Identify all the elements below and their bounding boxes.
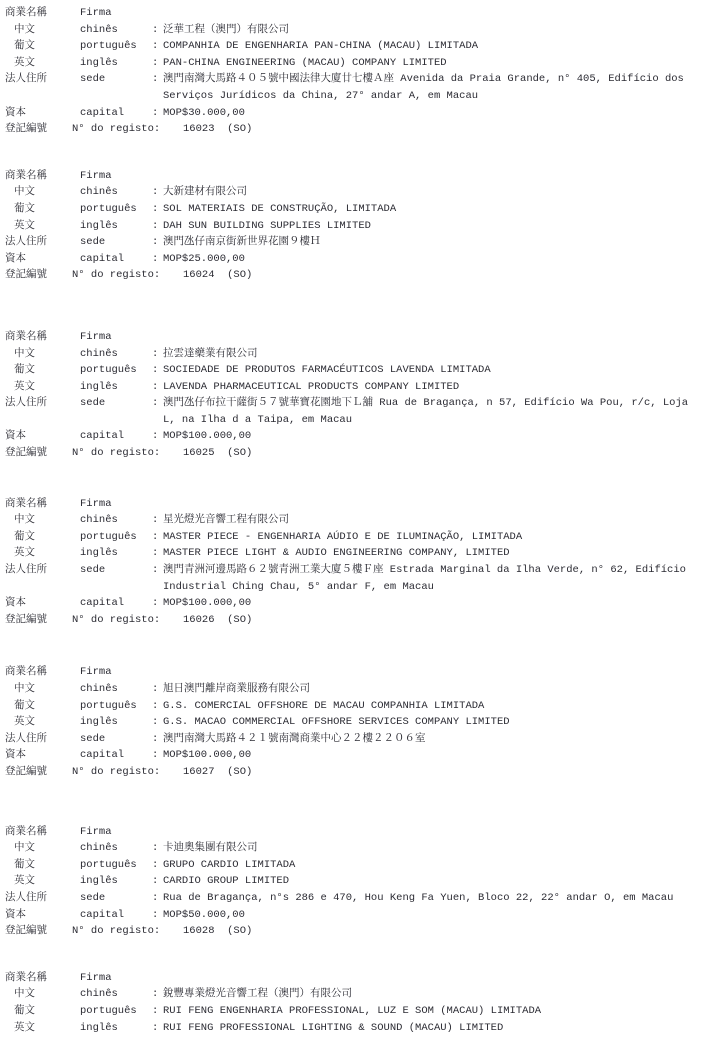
english-label-pt: inglês <box>80 380 118 393</box>
registration-number-row <box>5 445 713 462</box>
capital-row <box>5 251 713 268</box>
portuguese-name-value: RUI FENG ENGENHARIA PROFESSIONAL, LUZ E SOM (MACAU) LIMITADA <box>163 1004 542 1017</box>
firma-label-zh: 商業名稱 <box>5 971 47 984</box>
capital-label-pt: capital <box>80 908 125 921</box>
firma-label-pt: Firma <box>80 666 112 679</box>
firma-label-zh: 商業名稱 <box>5 169 47 182</box>
colon-separator: : <box>152 23 159 36</box>
portuguese-name-row <box>5 1003 713 1020</box>
english-name-value: LAVENDA PHARMACEUTICAL PRODUCTS COMPANY LIMITED <box>163 380 460 393</box>
colon-separator: : <box>152 56 159 69</box>
chinese-name-row <box>5 512 713 529</box>
chinese-label-pt: chinês <box>80 842 118 855</box>
capital-label-zh: 資本 <box>5 908 26 921</box>
colon-separator: : <box>152 347 159 360</box>
portuguese-label-pt: português <box>80 364 137 377</box>
colon-separator: : <box>152 858 159 871</box>
colon-separator: : <box>152 842 159 855</box>
registration-number-row <box>5 121 713 138</box>
portuguese-label-zh: 葡文 <box>14 858 35 871</box>
address-value: 澳門青洲河邊馬路６２號青洲工業大廈５樓Ｆ座 Estrada Marginal da Ilha Verde, n° 62, Edifício Industrial Ching Chau, 5° andar F, em Macau <box>163 564 693 593</box>
firma-label-zh: 商業名稱 <box>5 825 47 838</box>
capital-row <box>5 595 713 612</box>
chinese-name-row <box>5 22 713 39</box>
chinese-name-value: 銳豐專業燈光音響工程（澳門）有限公司 <box>163 988 352 1001</box>
chinese-name-row <box>5 346 713 363</box>
portuguese-name-value: GRUPO CARDIO LIMITADA <box>163 858 296 871</box>
english-name-value: RUI FENG PROFESSIONAL LIGHTING & SOUND (MACAU) LIMITED <box>163 1021 504 1034</box>
english-name-row <box>5 714 713 731</box>
registration-number-value: 16026 (SO) <box>183 613 253 626</box>
portuguese-name-row <box>5 362 713 379</box>
company-entry <box>5 664 713 780</box>
firma-header-row <box>5 168 713 185</box>
chinese-label-zh: 中文 <box>14 683 35 695</box>
registration-number-value: 16024 (SO) <box>183 269 253 282</box>
chinese-label-zh: 中文 <box>14 514 35 527</box>
colon-separator: : <box>152 732 159 745</box>
firma-header-row <box>5 970 713 987</box>
portuguese-label-pt: português <box>80 40 137 53</box>
company-entry <box>5 329 713 462</box>
firma-label-zh: 商業名稱 <box>5 497 47 510</box>
chinese-label-pt: chinês <box>80 186 118 199</box>
capital-label-pt: capital <box>80 106 125 119</box>
firma-label-zh: 商業名稱 <box>5 330 47 343</box>
chinese-name-row <box>5 986 713 1003</box>
company-entry <box>5 5 713 138</box>
portuguese-label-zh: 葡文 <box>14 364 35 377</box>
registered-address-row <box>5 731 713 748</box>
colon-separator: : <box>152 530 159 543</box>
english-name-value: G.S. MACAO COMMERCIAL OFFSHORE SERVICES COMPANY LIMITED <box>163 716 510 729</box>
registo-label-pt: N° do registo: <box>72 447 161 460</box>
english-label-zh: 英文 <box>14 547 35 560</box>
firma-header-row <box>5 329 713 346</box>
company-entry <box>5 496 713 629</box>
english-name-row <box>5 545 713 562</box>
chinese-name-value: 大新建材有限公司 <box>163 186 247 199</box>
colon-separator: : <box>152 430 159 443</box>
firma-header-row <box>5 496 713 513</box>
english-name-row <box>5 873 713 890</box>
registration-number-row <box>5 612 713 629</box>
address-value: 澳門南灣大馬路４０５號中國法律大廈廿七樓Ａ座 Avenida da Praia Grande, n° 405, Edifício dos Serviços Jurídicos da China, 27° andar A, em Macau <box>163 73 691 102</box>
registration-number-row <box>5 764 713 781</box>
registration-number-row <box>5 267 713 284</box>
english-label-pt: inglês <box>80 716 118 729</box>
portuguese-label-pt: português <box>80 1004 137 1017</box>
english-label-pt: inglês <box>80 875 118 888</box>
colon-separator: : <box>152 749 159 762</box>
english-label-pt: inglês <box>80 547 118 560</box>
chinese-name-value: 旭日澳門離岸商業服務有限公司 <box>163 683 310 695</box>
colon-separator: : <box>152 380 159 393</box>
chinese-name-value: 卡迪奧集團有限公司 <box>163 842 258 855</box>
chinese-name-row <box>5 840 713 857</box>
portuguese-name-row <box>5 857 713 874</box>
portuguese-name-row <box>5 38 713 55</box>
portuguese-name-value: COMPANHIA DE ENGENHARIA PAN-CHINA (MACAU) LIMITADA <box>163 40 479 53</box>
colon-separator: : <box>152 875 159 888</box>
chinese-label-pt: chinês <box>80 23 118 36</box>
registration-number-value: 16027 (SO) <box>183 765 253 778</box>
english-label-pt: inglês <box>80 219 118 232</box>
chinese-label-zh: 中文 <box>14 186 35 199</box>
sede-label-zh: 法人住所 <box>5 73 47 86</box>
colon-separator: : <box>152 988 159 1001</box>
colon-separator: : <box>152 106 159 119</box>
colon-separator: : <box>152 699 159 712</box>
capital-row <box>5 105 713 122</box>
english-name-value: PAN-CHINA ENGINEERING (MACAU) COMPANY LIMITED <box>163 56 447 69</box>
firma-label-pt: Firma <box>80 497 112 510</box>
english-label-pt: inglês <box>80 56 118 69</box>
english-label-pt: inglês <box>80 1021 118 1034</box>
portuguese-name-value: G.S. COMERCIAL OFFSHORE DE MACAU COMPANHIA LIMITADA <box>163 699 485 712</box>
colon-separator: : <box>152 73 159 86</box>
address-value: Rua de Bragança, n°s 286 e 470, Hou Keng Fa Yuen, Bloco 22, 22° andar O, em Macau <box>163 891 674 904</box>
sede-label-zh: 法人住所 <box>5 397 47 410</box>
colon-separator: : <box>152 564 159 577</box>
registered-address-row <box>5 71 713 104</box>
colon-separator: : <box>152 1004 159 1017</box>
portuguese-label-zh: 葡文 <box>14 202 35 215</box>
chinese-name-value: 拉雲達藥業有限公司 <box>163 347 258 360</box>
sede-label-zh: 法人住所 <box>5 564 47 577</box>
registo-label-zh: 登記編號 <box>5 447 47 460</box>
portuguese-label-zh: 葡文 <box>14 699 35 712</box>
portuguese-name-row <box>5 529 713 546</box>
portuguese-name-value: MASTER PIECE - ENGENHARIA AÚDIO E DE ILUMINAÇÃO, LIMITADA <box>163 530 523 543</box>
colon-separator: : <box>152 683 159 695</box>
colon-separator: : <box>152 219 159 232</box>
capital-label-zh: 資本 <box>5 106 26 119</box>
company-entry <box>5 970 713 1036</box>
english-label-zh: 英文 <box>14 380 35 393</box>
firma-label-pt: Firma <box>80 825 112 838</box>
colon-separator: : <box>152 186 159 199</box>
portuguese-label-pt: português <box>80 858 137 871</box>
english-label-zh: 英文 <box>14 716 35 729</box>
sede-label-pt: sede <box>80 732 106 745</box>
colon-separator: : <box>152 891 159 904</box>
registered-address-row <box>5 395 713 428</box>
colon-separator: : <box>152 597 159 610</box>
capital-label-pt: capital <box>80 252 125 265</box>
chinese-label-pt: chinês <box>80 988 118 1001</box>
registo-label-pt: N° do registo: <box>72 613 161 626</box>
colon-separator: : <box>152 40 159 53</box>
portuguese-name-value: SOL MATERIAIS DE CONSTRUÇÃO, LIMITADA <box>163 202 397 215</box>
registo-label-pt: N° do registo: <box>72 765 161 778</box>
capital-value: MOP$30.000,00 <box>163 106 245 119</box>
sede-label-zh: 法人住所 <box>5 236 47 249</box>
registered-address-row <box>5 234 713 251</box>
capital-value: MOP$100.000,00 <box>163 430 252 443</box>
portuguese-name-value: SOCIEDADE DE PRODUTOS FARMACÉUTICOS LAVENDA LIMITADA <box>163 364 491 377</box>
sede-label-zh: 法人住所 <box>5 732 47 745</box>
colon-separator: : <box>152 364 159 377</box>
firma-label-pt: Firma <box>80 330 112 343</box>
capital-row <box>5 428 713 445</box>
english-label-zh: 英文 <box>14 56 35 69</box>
colon-separator: : <box>152 547 159 560</box>
capital-label-pt: capital <box>80 430 125 443</box>
portuguese-label-pt: português <box>80 530 137 543</box>
capital-label-zh: 資本 <box>5 597 26 610</box>
colon-separator: : <box>152 202 159 215</box>
capital-label-zh: 資本 <box>5 430 26 443</box>
english-name-value: DAH SUN BUILDING SUPPLIES LIMITED <box>163 219 371 232</box>
portuguese-label-pt: português <box>80 202 137 215</box>
english-label-zh: 英文 <box>14 1021 35 1034</box>
capital-row <box>5 907 713 924</box>
chinese-name-row <box>5 184 713 201</box>
capital-value: MOP$100.000,00 <box>163 749 252 762</box>
firma-label-pt: Firma <box>80 971 112 984</box>
sede-label-pt: sede <box>80 73 106 86</box>
address-value: 澳門南灣大馬路４２１號南灣商業中心２２樓２２０６室 <box>163 732 426 745</box>
registo-label-zh: 登記編號 <box>5 613 47 626</box>
chinese-label-pt: chinês <box>80 347 118 360</box>
registered-address-row <box>5 890 713 907</box>
company-entry <box>5 824 713 940</box>
firma-header-row <box>5 824 713 841</box>
registo-label-zh: 登記編號 <box>5 123 47 136</box>
registo-label-zh: 登記編號 <box>5 925 47 938</box>
sede-label-pt: sede <box>80 236 106 249</box>
english-name-row <box>5 218 713 235</box>
registration-number-value: 16023 (SO) <box>183 123 253 136</box>
capital-value: MOP$50.000,00 <box>163 908 245 921</box>
english-name-row <box>5 55 713 72</box>
portuguese-name-row <box>5 698 713 715</box>
portuguese-name-row <box>5 201 713 218</box>
chinese-label-pt: chinês <box>80 683 118 695</box>
sede-label-pt: sede <box>80 564 106 577</box>
firma-label-zh: 商業名稱 <box>5 666 47 679</box>
registration-number-row <box>5 923 713 940</box>
english-name-value: MASTER PIECE LIGHT & AUDIO ENGINEERING COMPANY, LIMITED <box>163 547 510 560</box>
capital-row <box>5 747 713 764</box>
chinese-name-row <box>5 681 713 698</box>
colon-separator: : <box>152 397 159 410</box>
english-name-row <box>5 379 713 396</box>
firma-label-zh: 商業名稱 <box>5 7 47 19</box>
address-value: 澳門氹仔布拉干薩街５７號華寶花園地下Ｌ舖 Rua de Bragança, n 57, Edifício Wa Pou, r/c, Loja L, na Ilha d a Taipa, em Macau <box>163 397 695 426</box>
portuguese-label-zh: 葡文 <box>14 1004 35 1017</box>
sede-label-pt: sede <box>80 891 106 904</box>
chinese-label-zh: 中文 <box>14 988 35 1001</box>
capital-value: MOP$100.000,00 <box>163 597 252 610</box>
capital-label-zh: 資本 <box>5 749 26 762</box>
registration-number-value: 16028 (SO) <box>183 925 253 938</box>
colon-separator: : <box>152 252 159 265</box>
chinese-name-value: 星光燈光音響工程有限公司 <box>163 514 289 527</box>
chinese-label-zh: 中文 <box>14 23 35 36</box>
english-name-value: CARDIO GROUP LIMITED <box>163 875 290 888</box>
portuguese-label-zh: 葡文 <box>14 530 35 543</box>
registo-label-zh: 登記編號 <box>5 269 47 282</box>
capital-label-pt: capital <box>80 597 125 610</box>
registo-label-pt: N° do registo: <box>72 925 161 938</box>
english-name-row <box>5 1020 713 1037</box>
colon-separator: : <box>152 1021 159 1034</box>
chinese-label-pt: chinês <box>80 514 118 527</box>
capital-value: MOP$25.000,00 <box>163 252 245 265</box>
registo-label-pt: N° do registo: <box>72 269 161 282</box>
firma-label-pt: Firma <box>80 7 112 19</box>
registo-label-zh: 登記編號 <box>5 765 47 778</box>
firma-label-pt: Firma <box>80 169 112 182</box>
registration-number-value: 16025 (SO) <box>183 447 253 460</box>
registered-address-row <box>5 562 713 595</box>
chinese-label-zh: 中文 <box>14 842 35 855</box>
company-entry <box>5 168 713 284</box>
firma-header-row <box>5 5 713 22</box>
registo-label-pt: N° do registo: <box>72 123 161 136</box>
capital-label-zh: 資本 <box>5 252 26 265</box>
portuguese-label-zh: 葡文 <box>14 40 35 53</box>
chinese-label-zh: 中文 <box>14 347 35 360</box>
firma-header-row <box>5 664 713 681</box>
colon-separator: : <box>152 236 159 249</box>
chinese-name-value: 泛華工程（澳門）有限公司 <box>163 23 289 36</box>
address-value: 澳門氹仔南京街新世界花園９樓Ｈ <box>163 236 321 249</box>
colon-separator: : <box>152 514 159 527</box>
english-label-zh: 英文 <box>14 219 35 232</box>
sede-label-pt: sede <box>80 397 106 410</box>
colon-separator: : <box>152 908 159 921</box>
sede-label-zh: 法人住所 <box>5 891 47 904</box>
english-label-zh: 英文 <box>14 875 35 888</box>
capital-label-pt: capital <box>80 749 125 762</box>
portuguese-label-pt: português <box>80 699 137 712</box>
colon-separator: : <box>152 716 159 729</box>
